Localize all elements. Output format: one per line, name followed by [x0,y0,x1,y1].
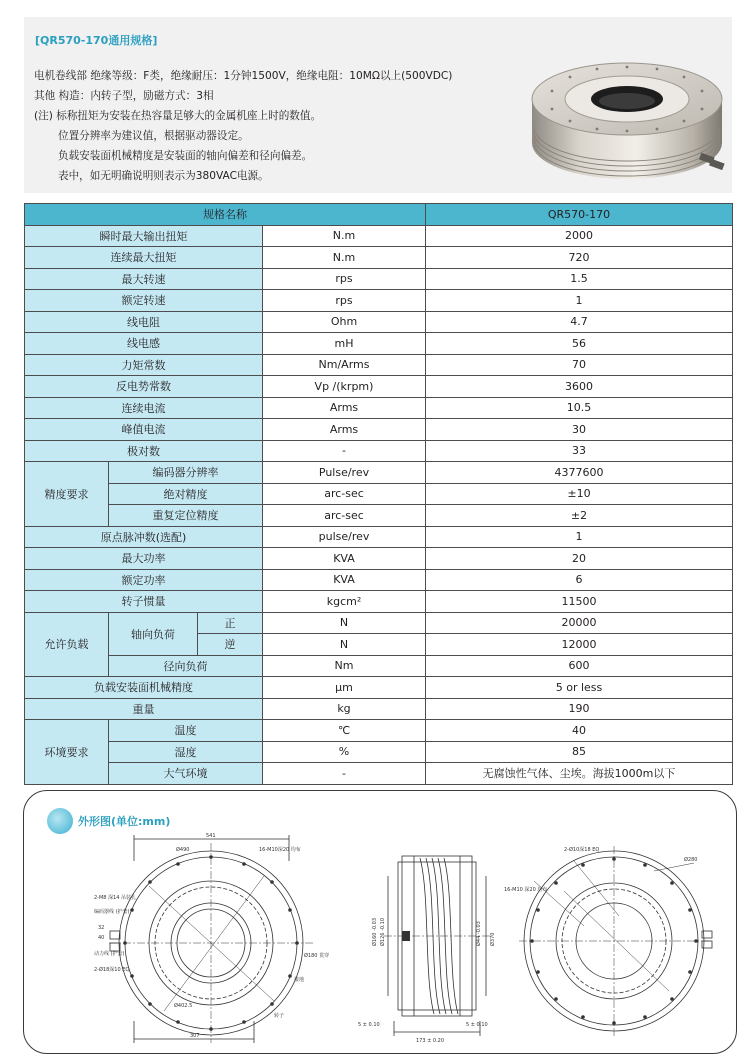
row-value: 1 [426,290,733,312]
row-label: 湿度 [109,741,263,763]
row-label: 转子惯量 [25,591,263,613]
table-row [25,225,733,247]
row-value: 20 [426,548,733,570]
group-label-load: 允许负载 [25,612,109,677]
table-row [25,462,733,484]
dim-label: 40 [98,935,105,941]
row-label: 反电势常数 [25,376,263,398]
side-view-drawing [354,836,514,1046]
dim-label: 173 ± 0.20 [416,1038,445,1044]
row-unit: % [263,741,426,763]
row-label: 径向负荷 [109,655,263,677]
row-value: 2000 [426,225,733,247]
table-row [25,333,733,355]
row-value: 20000 [426,612,733,634]
row-unit: N.m [263,225,426,247]
table-row [25,483,733,505]
row-value: 6 [426,569,733,591]
row-unit: Vp /(krpm) [263,376,426,398]
row-value: 85 [426,741,733,763]
spec-title: [QR570-170通用规格] [35,34,158,47]
table-row [25,247,733,269]
drawing-title: 外形图(单位:mm) [78,815,171,828]
row-sublabel: 正 [198,612,263,634]
note-line: 其他 构造：内转子型，励磁方式：3相 [34,90,214,102]
row-unit: Arms [263,419,426,441]
spec-info-box [24,17,732,193]
row-unit: pulse/rev [263,526,426,548]
row-label: 连续电流 [25,397,263,419]
row-unit: Nm [263,655,426,677]
row-label: 原点脉冲数(选配) [25,526,263,548]
dim-label: 动力线 (护套) [94,951,125,957]
table-row [25,376,733,398]
row-unit: rps [263,268,426,290]
axial-load-label: 轴向负荷 [109,612,198,655]
row-label: 负载安装面机械精度 [25,677,263,699]
row-label: 最大功率 [25,548,263,570]
row-label: 力矩常数 [25,354,263,376]
table-row [25,655,733,677]
row-unit: N [263,634,426,656]
dim-label: 32 [98,925,105,931]
row-value: 190 [426,698,733,720]
row-label: 编码器分辨率 [109,462,263,484]
note-line: 位置分辨率为建议值，根据驱动器设定。 [58,130,249,142]
dim-label: 16-M10深20 均布 [259,847,301,853]
row-value: ±2 [426,505,733,527]
row-unit: mH [263,333,426,355]
row-label: 线电感 [25,333,263,355]
dim-label: Ø160 -0.03 [372,917,378,946]
row-sublabel: 逆 [198,634,263,656]
row-label: 重复定位精度 [109,505,263,527]
dim-label: 16-M10 深20 均布 [504,887,548,893]
row-unit: kgcm² [263,591,426,613]
table-row [25,720,733,742]
rear-view-drawing [504,831,729,1046]
bullet-icon [47,808,73,834]
dim-label: 接地 [294,977,305,983]
row-value: 1.5 [426,268,733,290]
row-label: 绝对精度 [109,483,263,505]
row-unit: Nm/Arms [263,354,426,376]
row-value: 12000 [426,634,733,656]
row-label: 极对数 [25,440,263,462]
row-value: ±10 [426,483,733,505]
row-unit: ℃ [263,720,426,742]
dim-label: 2-Ø18深10 EQ [94,967,130,973]
row-value: 无腐蚀性气体、尘埃。海拔1000m以下 [426,763,733,785]
row-value: 30 [426,419,733,441]
row-value: 56 [426,333,733,355]
dim-label: Ø490 [176,847,190,853]
row-label: 额定功率 [25,569,263,591]
table-row [25,591,733,613]
row-unit: kg [263,698,426,720]
row-value: 1 [426,526,733,548]
note-line: 表中，如无明确说明则表示为380VAC电源。 [58,170,269,182]
row-unit: N [263,612,426,634]
row-label: 瞬时最大输出扭矩 [25,225,263,247]
dim-label: Ø280 [684,857,698,863]
row-value: 10.5 [426,397,733,419]
table-row [25,397,733,419]
row-unit: - [263,763,426,785]
row-unit: μm [263,677,426,699]
row-unit: Arms [263,397,426,419]
dim-label: 5 ± 0.10 [466,1022,488,1028]
row-value: 600 [426,655,733,677]
header-model: QR570-170 [426,204,733,226]
row-value: 40 [426,720,733,742]
motor-product-image [522,47,732,187]
dim-label: Ø180 贯穿 [304,953,330,959]
row-value: 720 [426,247,733,269]
dim-label: Ø370 [490,932,496,946]
dim-label: 2-M8 深14 吊装孔 [94,895,137,901]
row-label: 重量 [25,698,263,720]
table-row [25,440,733,462]
group-label-environment: 环境要求 [25,720,109,785]
table-row [25,569,733,591]
dim-label: Ø402.5 [174,1003,193,1009]
row-unit: KVA [263,569,426,591]
row-unit: KVA [263,548,426,570]
row-unit: arc-sec [263,505,426,527]
row-unit: - [263,440,426,462]
table-header-row [25,204,733,226]
table-row [25,612,733,634]
group-label-accuracy: 精度要求 [25,462,109,527]
table-row [25,526,733,548]
row-value: 4.7 [426,311,733,333]
row-unit: N.m [263,247,426,269]
table-row [25,548,733,570]
row-unit: Pulse/rev [263,462,426,484]
spec-notes [34,66,452,186]
row-value: 11500 [426,591,733,613]
row-value: 3600 [426,376,733,398]
row-unit: arc-sec [263,483,426,505]
row-label: 额定转速 [25,290,263,312]
dim-label: 5 ± 0.10 [358,1022,380,1028]
row-value: 70 [426,354,733,376]
table-row [25,419,733,441]
table-row [25,741,733,763]
table-row [25,354,733,376]
row-value: 5 or less [426,677,733,699]
dim-label: 2-Ø10深18 EQ [564,847,600,853]
table-row [25,698,733,720]
dim-label: Ø44 -0.03 [476,921,482,946]
outline-drawing-panel [23,790,737,1054]
table-row [25,268,733,290]
front-view-drawing [94,831,354,1046]
table-row [25,677,733,699]
row-unit: Ohm [263,311,426,333]
row-label: 峰值电流 [25,419,263,441]
row-value: 33 [426,440,733,462]
table-row [25,505,733,527]
row-label: 最大转速 [25,268,263,290]
row-label: 连续最大扭矩 [25,247,263,269]
row-label: 大气环境 [109,763,263,785]
dim-label: 转子 [274,1013,285,1019]
row-label: 线电阻 [25,311,263,333]
row-label: 温度 [109,720,263,742]
dim-label: Ø126 -0.10 [380,917,386,946]
note-line: (注) 标称扭矩为安装在热容量足够大的金属机座上时的数值。 [34,110,322,122]
row-unit: rps [263,290,426,312]
dim-label: 编码器线 (护套) [94,909,130,915]
table-row [25,290,733,312]
table-row [25,311,733,333]
note-line: 负载安装面机械精度是安装面的轴向偏差和径向偏差。 [58,150,313,162]
note-line: 电机卷线部 绝缘等级：F类，绝缘耐压：1分钟1500V，绝缘电阻：10MΩ以上(500VDC) [34,70,453,82]
row-value: 4377600 [426,462,733,484]
dim-label: 307 [190,1033,200,1039]
spec-table [24,203,733,785]
table-row [25,763,733,785]
header-spec-name: 规格名称 [25,204,426,226]
dim-label: 541 [206,833,216,839]
